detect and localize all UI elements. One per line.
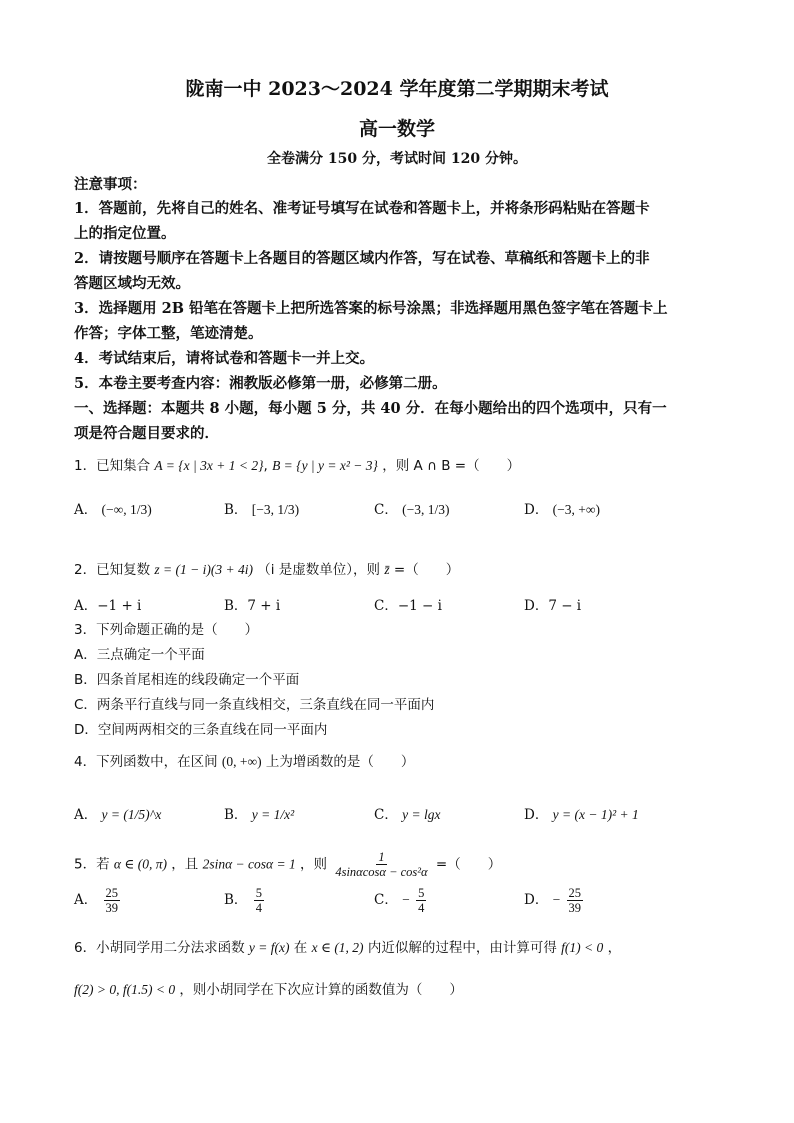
question-2-stem: 2．已知复数 z = (1 − i)(3 + 4i) （i 是虚数单位），则 z̄ =（ ） xyxy=(74,562,460,578)
question-1-stem: 1．已知集合 A = {x | 3x + 1 < 2}, B = {y | y = x² − 3} ，则 A ∩ B =（ ） xyxy=(74,458,521,474)
q2-option-c: C．−1 − i xyxy=(374,598,442,614)
set-b: B = {y | y = x² − 3} xyxy=(272,458,378,473)
note-line: 4．考试结束后，请将试卷和答题卡一并上交。 xyxy=(74,350,375,367)
q4-option-d: D． y = (x − 1)² + 1 xyxy=(524,807,639,823)
q3-option-c: C．两条平行直线与同一条直线相交，三条直线在同一平面内 xyxy=(74,697,435,713)
q4-option-a: A． y = (1/5)^x xyxy=(74,807,162,823)
q1-d-math: (−3, +∞) xyxy=(552,502,600,517)
question-5-stem: 5．若 α ∈ (0, π) ，且 2sinα − cosα = 1 ，则 $\frac{1}{\text{4sinαcosα − cos²α}}$ =（ ） xyxy=(74,850,502,879)
q4-option-c: C． y = lgx xyxy=(374,807,441,823)
interval: (0, +∞) xyxy=(221,754,262,769)
q1-option-a: A． (−∞, 1/3) xyxy=(74,502,152,518)
set-a: A = {x | 3x + 1 < 2} xyxy=(154,458,264,473)
question-6-cont: f(2) > 0, f(1.5) < 0 ，则小胡同学在下次应计算的函数值为（ ） xyxy=(74,982,463,998)
note-line: 3．选择题用 2B 铅笔在答题卡上把所选答案的标号涂黑；非选择题用黑色签字笔在答题卡上 xyxy=(74,300,668,317)
alpha-cond: α ∈ (0, π) xyxy=(113,856,167,872)
q4-option-b: B． y = 1/x² xyxy=(224,807,295,823)
q1-option-d: D． (−3, +∞) xyxy=(524,502,600,518)
q5-option-c: C． − $\frac{5}{4}$ xyxy=(374,886,425,915)
q3-option-b: B．四条首尾相连的线段确定一个平面 xyxy=(74,672,300,688)
question-3-stem: 3．下列命题正确的是（ ） xyxy=(74,622,259,638)
q1-b-math: [−3, 1/3) xyxy=(251,502,300,517)
notes-heading: 注意事项： xyxy=(74,176,147,193)
question-6-stem: 6．小胡同学用二分法求函数 y = f(x) 在 x ∈ (1, 2) 内近似解的过程中，由计算可得 f(1) < 0 ， xyxy=(74,940,622,956)
q1-option-b: B． [−3, 1/3) xyxy=(224,502,300,518)
trig-eq: 2sinα − cosα = 1 xyxy=(202,856,296,872)
q5-option-a: A． $\frac{25}{39}$ xyxy=(74,886,119,915)
question-4-stem: 4．下列函数中，在区间 (0, +∞) 上为增函数的是（ ） xyxy=(74,754,415,770)
note-line: 作答；字体工整，笔迹清楚。 xyxy=(74,325,263,342)
section-heading-cont: 项是符合题目要求的． xyxy=(74,425,219,442)
q2-option-a: A．−1 + i xyxy=(74,598,142,614)
section-heading: 一、选择题：本题共 8 小题，每小题 5 分，共 40 分．在每小题给出的四个选项中，只有一 xyxy=(74,400,667,417)
q1-option-c: C． (−3, 1/3) xyxy=(374,502,450,518)
note-line: 上的指定位置。 xyxy=(74,225,176,242)
note-line: 答题区域均无效。 xyxy=(74,275,190,292)
q2-option-d: D．7 − i xyxy=(524,598,582,614)
q3-option-a: A．三点确定一个平面 xyxy=(74,647,205,663)
q4-b-math: y = 1/x² xyxy=(251,807,295,822)
note-line: 2．请按题号顺序在答题卡上各题目的答题区域内作答，写在试卷、草稿纸和答题卡上的非 xyxy=(74,250,650,267)
complex-expr: z = (1 − i)(3 + 4i) xyxy=(154,562,253,577)
q5-option-b: B． $\frac{5}{4}$ xyxy=(224,886,262,915)
exam-title: 陇南一中 2023～2024 学年度第二学期期末考试 xyxy=(185,78,609,100)
q1-a-math: (−∞, 1/3) xyxy=(101,502,152,517)
q1-c-math: (−3, 1/3) xyxy=(402,502,450,517)
q2-option-b: B．7 + i xyxy=(224,598,281,614)
z-conjugate: z̄ xyxy=(384,562,390,577)
q5-option-d: D． − $\frac{25}{39}$ xyxy=(524,886,582,915)
note-line: 1．答题前，先将自己的姓名、准考证号填写在试卷和答题卡上，并将条形码粘贴在答题卡 xyxy=(74,200,650,217)
q4-c-math: y = lgx xyxy=(402,807,441,822)
q4-a-math: y = (1/5)^x xyxy=(101,807,162,822)
q4-d-math: y = (x − 1)² + 1 xyxy=(552,807,639,822)
q5-fraction: $\frac{1}{\text{4sinαcosα − cos²α}}$ xyxy=(335,850,428,879)
note-line: 5．本卷主要考查内容：湘教版必修第一册，必修第二册。 xyxy=(74,375,447,392)
exam-subject: 高一数学 xyxy=(358,118,435,140)
score-info: 全卷满分 150 分，考试时间 120 分钟。 xyxy=(267,151,527,167)
q3-option-d: D．空间两两相交的三条直线在同一平面内 xyxy=(74,722,328,738)
